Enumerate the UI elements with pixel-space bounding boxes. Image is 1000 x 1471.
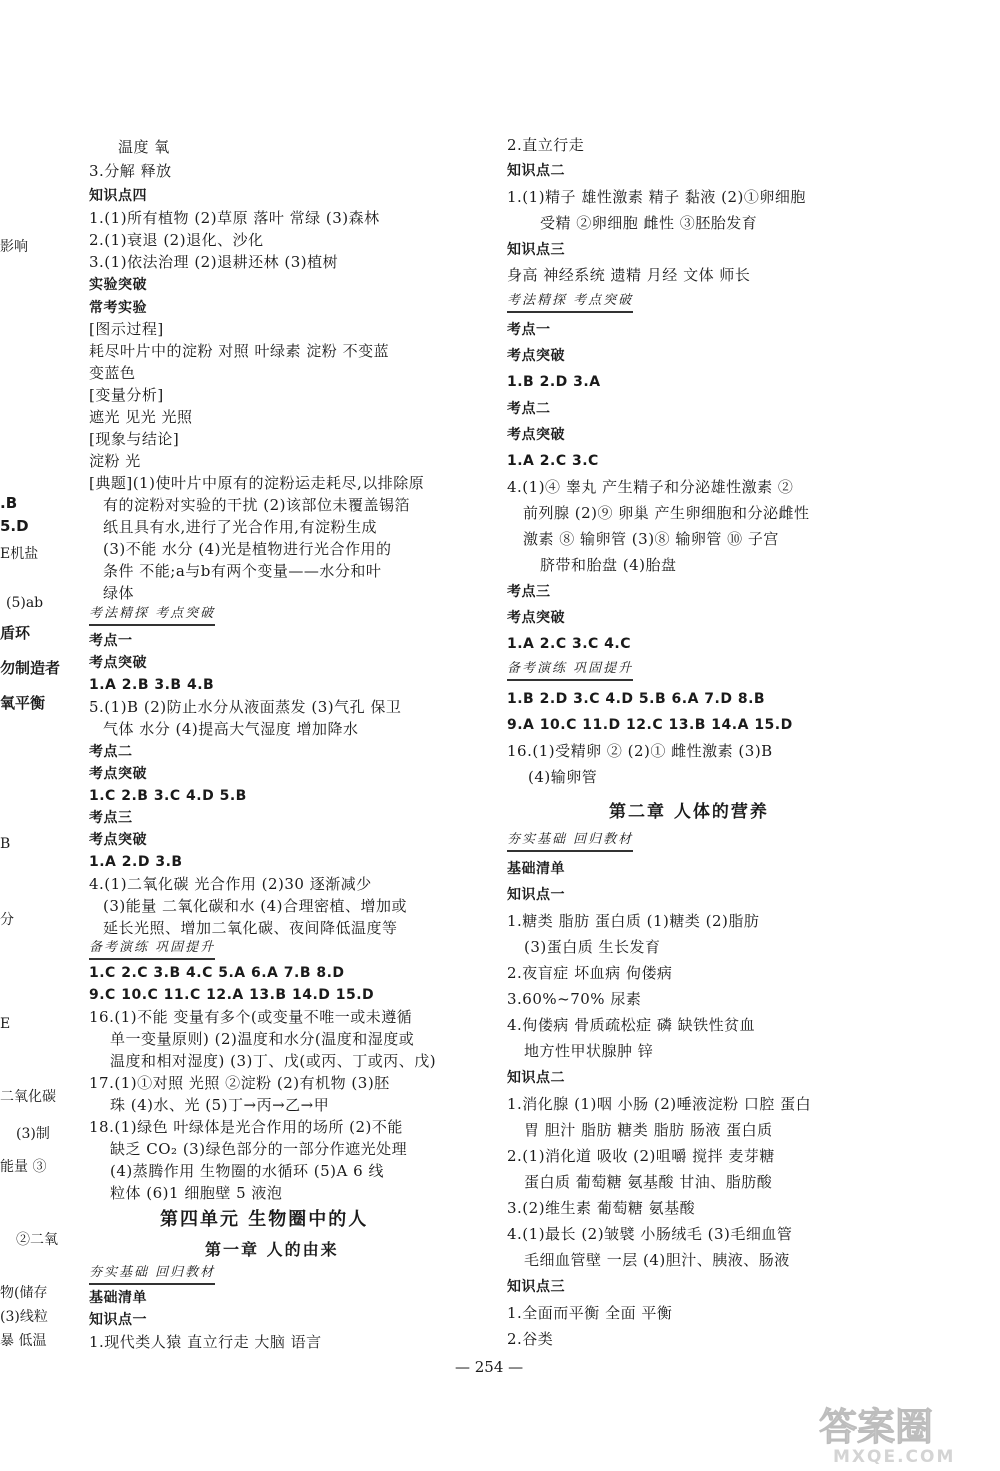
answer-line: [图示过程] [89, 320, 164, 338]
page-number: — 254 — [455, 1358, 524, 1376]
unit-title: 第四单元 生物圈中的人 [160, 1209, 369, 1230]
subsection-banner: 夯实基础 回归教材 [507, 831, 633, 852]
answer-line: 前列腺 (2)⑨ 卵巢 产生卵细胞和分泌雌性 [523, 504, 810, 522]
subsection-banner: 备考演练 巩固提升 [89, 939, 215, 960]
answer-line: 延长光照、增加二氧化碳、夜间降低温度等 [103, 919, 398, 937]
answer-line: 绿体 [103, 584, 135, 602]
answer-line: 4.(1)④ 睾丸 产生精子和分泌雄性激素 ② [507, 478, 794, 496]
left-fragment: 氧平衡 [0, 694, 46, 712]
answer-line: 9.C 10.C 11.C 12.A 13.B 14.D 15.D [89, 987, 375, 1003]
left-fragment: B [0, 836, 11, 852]
answer-line: 3.分解 释放 [89, 162, 172, 180]
section-heading: 知识点一 [89, 1312, 147, 1328]
section-heading: 基础清单 [507, 861, 565, 877]
answer-line: 1.C 2.C 3.B 4.C 5.A 6.A 7.B 8.D [89, 965, 345, 981]
watermark-url: MXQE.COM [833, 1447, 956, 1464]
answer-line: 5.(1)B (2)防止水分从液面蒸发 (3)气孔 保卫 [89, 698, 402, 716]
answer-line: 1.现代类人猿 直立行走 大脑 语言 [89, 1333, 322, 1351]
answer-line: 耗尽叶片中的淀粉 对照 叶绿素 淀粉 不变蓝 [89, 342, 390, 360]
answer-line: 17.(1)①对照 光照 ②淀粉 (2)有机物 (3)胚 [89, 1074, 390, 1092]
left-fragment: 盾环 [0, 624, 31, 642]
left-fragment: 5.D [0, 517, 29, 535]
answer-line: 1.(1)精子 雄性激素 精子 黏液 (2)①卵细胞 [507, 188, 806, 206]
answer-line: 身高 神经系统 遗精 月经 文体 师长 [507, 266, 751, 284]
section-heading: 考点一 [89, 633, 133, 649]
left-fragment: 二氧化碳 [0, 1089, 56, 1105]
answer-line: 1.B 2.D 3.C 4.D 5.B 6.A 7.D 8.B [507, 691, 766, 707]
answer-line: 淀粉 光 [89, 452, 141, 470]
section-heading: 知识点一 [507, 887, 565, 903]
left-fragment: 能量 ③ [0, 1159, 47, 1175]
section-heading: 知识点三 [507, 1279, 565, 1295]
answer-line: 2.(1)衰退 (2)退化、沙化 [89, 231, 264, 249]
answer-line: (3)不能 水分 (4)光是植物进行光合作用的 [103, 540, 392, 558]
left-fragment: E机盐 [0, 546, 39, 562]
subsection-banner: 考法精探 考点突破 [89, 605, 215, 626]
section-heading: 知识点三 [507, 242, 565, 258]
answer-line: 2.夜盲症 坏血病 佝偻病 [507, 964, 673, 982]
answer-line: 1.(1)所有植物 (2)草原 落叶 常绿 (3)森林 [89, 209, 380, 227]
section-heading: 知识点四 [89, 188, 147, 204]
answer-line: 3.60%~70% 尿素 [507, 990, 642, 1008]
answer-line: 纸且具有水,进行了光合作用,有淀粉生成 [103, 518, 378, 536]
subsection-banner: 考法精探 考点突破 [507, 292, 633, 313]
answer-line: 1.消化腺 (1)咽 小肠 (2)唾液淀粉 口腔 蛋白 [507, 1095, 812, 1113]
section-heading: 考点突破 [89, 655, 147, 671]
answer-line: 毛细血管壁 一层 (4)胆汁、胰液、肠液 [524, 1251, 790, 1269]
section-heading: 考点突破 [89, 832, 147, 848]
answer-line: 16.(1)不能 变量有多个(或变量不唯一或未遵循 [89, 1008, 413, 1026]
left-fragment: (3)线粒 [0, 1309, 48, 1325]
answer-line: 2.谷类 [507, 1330, 554, 1348]
chapter-title: 第一章 人的由来 [205, 1240, 339, 1259]
answer-line: 条件 不能;a与b有两个变量——水分和叶 [103, 562, 382, 580]
answer-line: 缺乏 CO₂ (3)绿色部分的一部分作遮光处理 [110, 1140, 408, 1158]
answer-line: (3)蛋白质 生长发育 [524, 938, 661, 956]
watermark-logo [815, 1400, 987, 1464]
answer-line: 激素 ⑧ 输卵管 (3)⑧ 输卵管 ⑩ 子宫 [523, 530, 779, 548]
answer-line: 16.(1)受精卵 ② (2)① 雌性激素 (3)B [507, 742, 773, 760]
answer-line: [变量分析] [89, 386, 164, 404]
left-fragment: 勿制造者 [0, 659, 61, 677]
answer-line: 脐带和胎盘 (4)胎盘 [540, 556, 677, 574]
answer-line: 1.A 2.C 3.C [507, 453, 599, 469]
answer-line: [现象与结论] [89, 430, 180, 448]
left-fragment: 暴 低温 [0, 1333, 47, 1349]
answer-line: 有的淀粉对实验的干扰 (2)该部位未覆盖锡箔 [103, 496, 411, 514]
answer-line: (4)输卵管 [528, 768, 598, 786]
left-fragment: 分 [0, 912, 14, 928]
answer-line: 1.A 2.D 3.B [89, 854, 183, 870]
left-fragment: ②二氧 [16, 1232, 58, 1248]
left-fragment: (3)制 [16, 1126, 50, 1142]
section-heading: 知识点二 [507, 163, 565, 179]
section-heading: 考点突破 [507, 427, 565, 443]
section-heading: 考点一 [507, 322, 551, 338]
chapter-title: 第二章 人体的营养 [609, 802, 769, 822]
section-heading: 实验突破 [89, 277, 147, 293]
answer-line: 单一变量原则) (2)温度和水分(温度和湿度或 [110, 1030, 415, 1048]
section-heading: 考点突破 [89, 766, 147, 782]
answer-line: (3)能量 二氧化碳和水 (4)合理密植、增加或 [103, 897, 408, 915]
answer-line: [典题](1)使叶片中原有的淀粉运走耗尽,以排除原 [89, 474, 425, 492]
answer-line: 珠 (4)水、光 (5)丁→丙→乙→甲 [110, 1096, 330, 1114]
section-heading: 考点突破 [507, 610, 565, 626]
answer-line: 3.(2)维生素 葡萄糖 氨基酸 [507, 1199, 696, 1217]
section-heading: 考点三 [507, 584, 551, 600]
answer-line: 气体 水分 (4)提高大气湿度 增加降水 [103, 720, 359, 738]
subsection-banner: 备考演练 巩固提升 [507, 660, 633, 681]
answer-line: 1.糖类 脂肪 蛋白质 (1)糖类 (2)脂肪 [507, 912, 760, 930]
answer-line: 1.C 2.B 3.C 4.D 5.B [89, 788, 247, 804]
section-heading: 考点二 [507, 401, 551, 417]
answer-line: 1.B 2.D 3.A [507, 374, 601, 390]
answer-line: 变蓝色 [89, 364, 136, 382]
answer-line: (4)蒸腾作用 生物圈的水循环 (5)A 6 线 [110, 1162, 384, 1180]
answer-line: 3.(1)依法治理 (2)退耕还林 (3)植树 [89, 253, 339, 271]
answer-line: 粒体 (6)1 细胞壁 5 液泡 [110, 1184, 283, 1202]
answer-line: 地方性甲状腺肿 锌 [524, 1042, 654, 1060]
section-heading: 知识点二 [507, 1070, 565, 1086]
answer-line: 18.(1)绿色 叶绿体是光合作用的场所 (2)不能 [89, 1118, 403, 1136]
answer-line: 蛋白质 葡萄糖 氨基酸 甘油、脂肪酸 [524, 1173, 773, 1191]
section-heading: 考点二 [89, 744, 133, 760]
answer-line: 遮光 见光 光照 [89, 408, 193, 426]
answer-line: 4.(1)二氧化碳 光合作用 (2)30 逐渐减少 [89, 875, 372, 893]
subsection-banner: 夯实基础 回归教材 [89, 1264, 215, 1285]
answer-line: 1.A 2.B 3.B 4.B [89, 677, 215, 693]
section-heading: 考点突破 [507, 348, 565, 364]
left-fragment: (5)ab [6, 595, 44, 611]
answer-line: 温度 氧 [118, 138, 170, 156]
answer-line: 温度和相对湿度) (3)丁、戊(或丙、丁或丙、戊) [110, 1052, 437, 1070]
answer-line: 2.(1)消化道 吸收 (2)咀嚼 搅拌 麦芽糖 [507, 1147, 775, 1165]
answer-line: 4.佝偻病 骨质疏松症 磷 缺铁性贫血 [507, 1016, 756, 1034]
left-fragment: E [0, 1016, 11, 1032]
section-heading: 常考实验 [89, 300, 147, 316]
answer-line: 2.直立行走 [507, 136, 585, 154]
section-heading: 考点三 [89, 810, 133, 826]
answer-line: 受精 ②卵细胞 雌性 ③胚胎发育 [540, 214, 758, 232]
answer-line: 1.A 2.C 3.C 4.C [507, 636, 632, 652]
answer-line: 4.(1)最长 (2)皱襞 小肠绒毛 (3)毛细血管 [507, 1225, 793, 1243]
left-fragment: .B [0, 494, 18, 512]
answer-line: 1.全面而平衡 全面 平衡 [507, 1304, 673, 1322]
watermark-title: 答案圈 [819, 1405, 934, 1449]
left-fragment: 影响 [0, 239, 28, 255]
section-heading: 基础清单 [89, 1290, 147, 1306]
left-fragment: 物(储存 [0, 1285, 48, 1301]
answer-line: 胃 胆汁 脂肪 糖类 脂肪 肠液 蛋白质 [524, 1121, 773, 1139]
answer-line: 9.A 10.C 11.D 12.C 13.B 14.A 15.D [507, 717, 793, 733]
